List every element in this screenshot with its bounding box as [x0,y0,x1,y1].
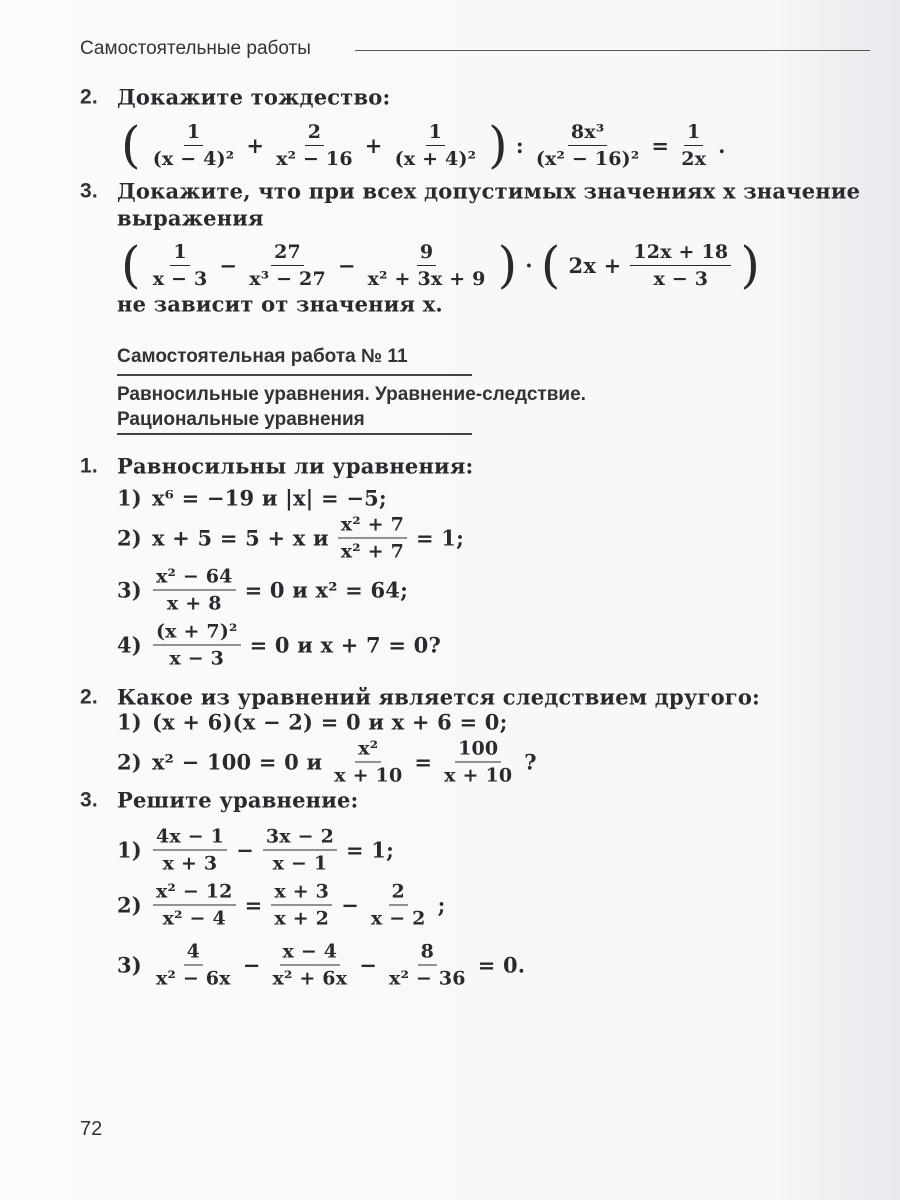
denominator: x − 3 [169,647,225,670]
formula-text: = [244,892,263,918]
sub-item-label: 2) [117,749,142,775]
denominator: (x − 4)² [152,147,235,170]
fraction [338,514,407,563]
formula-text: = 0 и x² = 64; [244,577,409,603]
denominator: x − 1 [272,852,328,875]
fraction [678,121,709,170]
formula-text: · [525,252,533,278]
sub-item-label: 4) [117,632,142,658]
formula-text: ? [524,749,537,775]
formula-text: = 1; [346,837,395,863]
task-text: Решите уравнение: [117,787,359,813]
formula-text: = 0 и x + 7 = 0? [249,632,441,658]
formula-text: . [718,132,726,158]
denominator: x² − 36 [389,967,466,990]
fraction [368,881,429,930]
fraction [150,121,238,170]
section-title: Самостоятельная работа № 11 [117,346,408,367]
formula-text: : [515,132,524,158]
fraction [271,881,332,930]
numerator: 12x + 18 [630,241,731,266]
formula-text: = 0. [477,952,526,978]
sub-item [117,710,512,735]
section-title-rule [117,374,472,376]
formula-text: x + 5 = 5 + x и [151,525,329,551]
numerator: 27 [271,241,304,266]
denominator: x − 3 [152,267,208,290]
formula-text: − [341,892,359,918]
task-3-prev [80,179,860,204]
formula-text: x⁶ = −19 и |x| = −5; [151,485,387,511]
sub-item [117,826,398,875]
sub-item [117,738,541,787]
numerator: 1 [684,121,703,146]
fraction [153,566,236,615]
denominator: x − 3 [653,267,709,290]
denominator: x² − 4 [162,907,226,930]
fraction [386,941,469,990]
task-text: Какое из уравнений является следствием другого: [117,684,760,710]
fraction [150,241,211,290]
section-subtitle: Рациональные уравнения [117,409,365,430]
sub-item [117,941,529,990]
fraction [365,241,489,290]
numerator: 9 [417,241,436,266]
sub-item [117,486,391,511]
denominator: x + 8 [166,592,222,615]
numerator: 4 [184,941,203,966]
parenthesis: ) [488,116,508,174]
numerator: 4x − 1 [153,826,227,851]
expression-formula [117,236,764,294]
denominator: x³ − 27 [249,267,326,290]
sub-item-label: 2) [117,892,142,918]
sub-item [117,621,445,670]
task-text-cont: выражения [117,205,264,231]
numerator: 8 [418,941,437,966]
task-2-prev [80,85,390,110]
sub-item-label: 1) [117,837,142,863]
sub-item-label: 3) [117,577,142,603]
sub-item-label: 1) [117,709,142,735]
numerator: x² − 12 [153,881,236,906]
fraction [392,121,480,170]
parenthesis: ( [121,116,141,174]
numerator: x² [355,738,381,763]
formula-text: − [337,252,356,278]
denominator: x + 2 [274,907,330,930]
denominator: x + 10 [334,764,403,787]
parenthesis: ) [740,236,761,294]
denominator: x² + 3x + 9 [367,267,486,290]
page-number: 72 [80,1118,103,1140]
fraction [153,826,227,875]
task-text: Докажите тождество: [117,84,391,110]
task-text: Равносильны ли уравнения: [117,453,474,479]
formula-text: − [242,952,261,978]
sub-item-label: 3) [117,952,142,978]
task-number: 3. [80,179,98,202]
numerator: x − 4 [280,941,341,966]
numerator: 2 [389,881,408,906]
denominator: x² + 6x [272,967,348,990]
formula-text: 2x + [568,252,622,278]
denominator: x² − 16 [276,147,353,170]
formula-text: x² − 100 = 0 и [151,749,323,775]
numerator: 1 [170,241,189,266]
task-text-cont: не зависит от значения x. [117,291,443,317]
formula-text: − [219,252,238,278]
numerator: x + 3 [271,881,332,906]
fraction [270,941,351,990]
sub-item [117,881,450,930]
parenthesis: ) [497,236,518,294]
formula-text: ; [437,892,446,918]
sub-item [117,514,468,563]
formula-text: − [359,952,378,978]
task-text: Докажите, что при всех допустимых значениях x значение [117,178,861,204]
fraction [153,621,241,670]
fraction [246,241,329,290]
section-subtitle-rule [117,433,472,435]
task-number: 1. [80,454,98,477]
numerator: 1 [184,121,203,146]
fraction [533,121,643,170]
running-header: Самостоятельные работы [80,38,311,59]
fraction [630,241,731,290]
parenthesis: ( [540,236,561,294]
fraction [441,738,515,787]
numerator: 8x³ [568,121,607,146]
task-3 [80,788,359,813]
denominator: (x + 4)² [394,147,477,170]
identity-formula [117,116,730,174]
sub-item-label: 2) [117,525,142,551]
formula-text: + [246,132,265,158]
fraction [263,826,337,875]
task-1 [80,454,473,479]
denominator: x² + 7 [340,540,404,563]
formula-text: (x + 6)(x − 2) = 0 и x + 6 = 0; [151,709,508,735]
formula-text: = [651,132,670,158]
denominator: x + 10 [444,764,513,787]
denominator: 2x [681,147,707,170]
fraction [153,881,236,930]
section-subtitle: Равносильные уравнения. Уравнение-следствие. [117,384,586,405]
formula-text: + [364,132,383,158]
formula-text: = [414,749,433,775]
fraction [153,941,234,990]
sub-item [117,566,412,615]
task-number: 3. [80,788,98,811]
denominator: x − 2 [370,907,426,930]
task-number: 2. [80,85,98,108]
numerator: 3x − 2 [263,826,337,851]
parenthesis: ( [121,236,141,294]
numerator: 1 [426,121,445,146]
numerator: x² − 64 [153,566,236,591]
fraction [331,738,405,787]
fraction [273,121,356,170]
denominator: (x² − 16)² [535,147,640,170]
numerator: x² + 7 [338,514,407,539]
formula-text: = 1; [416,525,465,551]
numerator: (x + 7)² [153,621,241,646]
numerator: 100 [455,738,501,763]
numerator: 2 [305,121,324,146]
task-2 [80,685,760,710]
denominator: x + 3 [162,852,218,875]
header-rule [355,50,870,51]
formula-text: − [236,837,254,863]
sub-item-label: 1) [117,485,142,511]
task-number: 2. [80,685,98,708]
denominator: x² − 6x [155,967,231,990]
